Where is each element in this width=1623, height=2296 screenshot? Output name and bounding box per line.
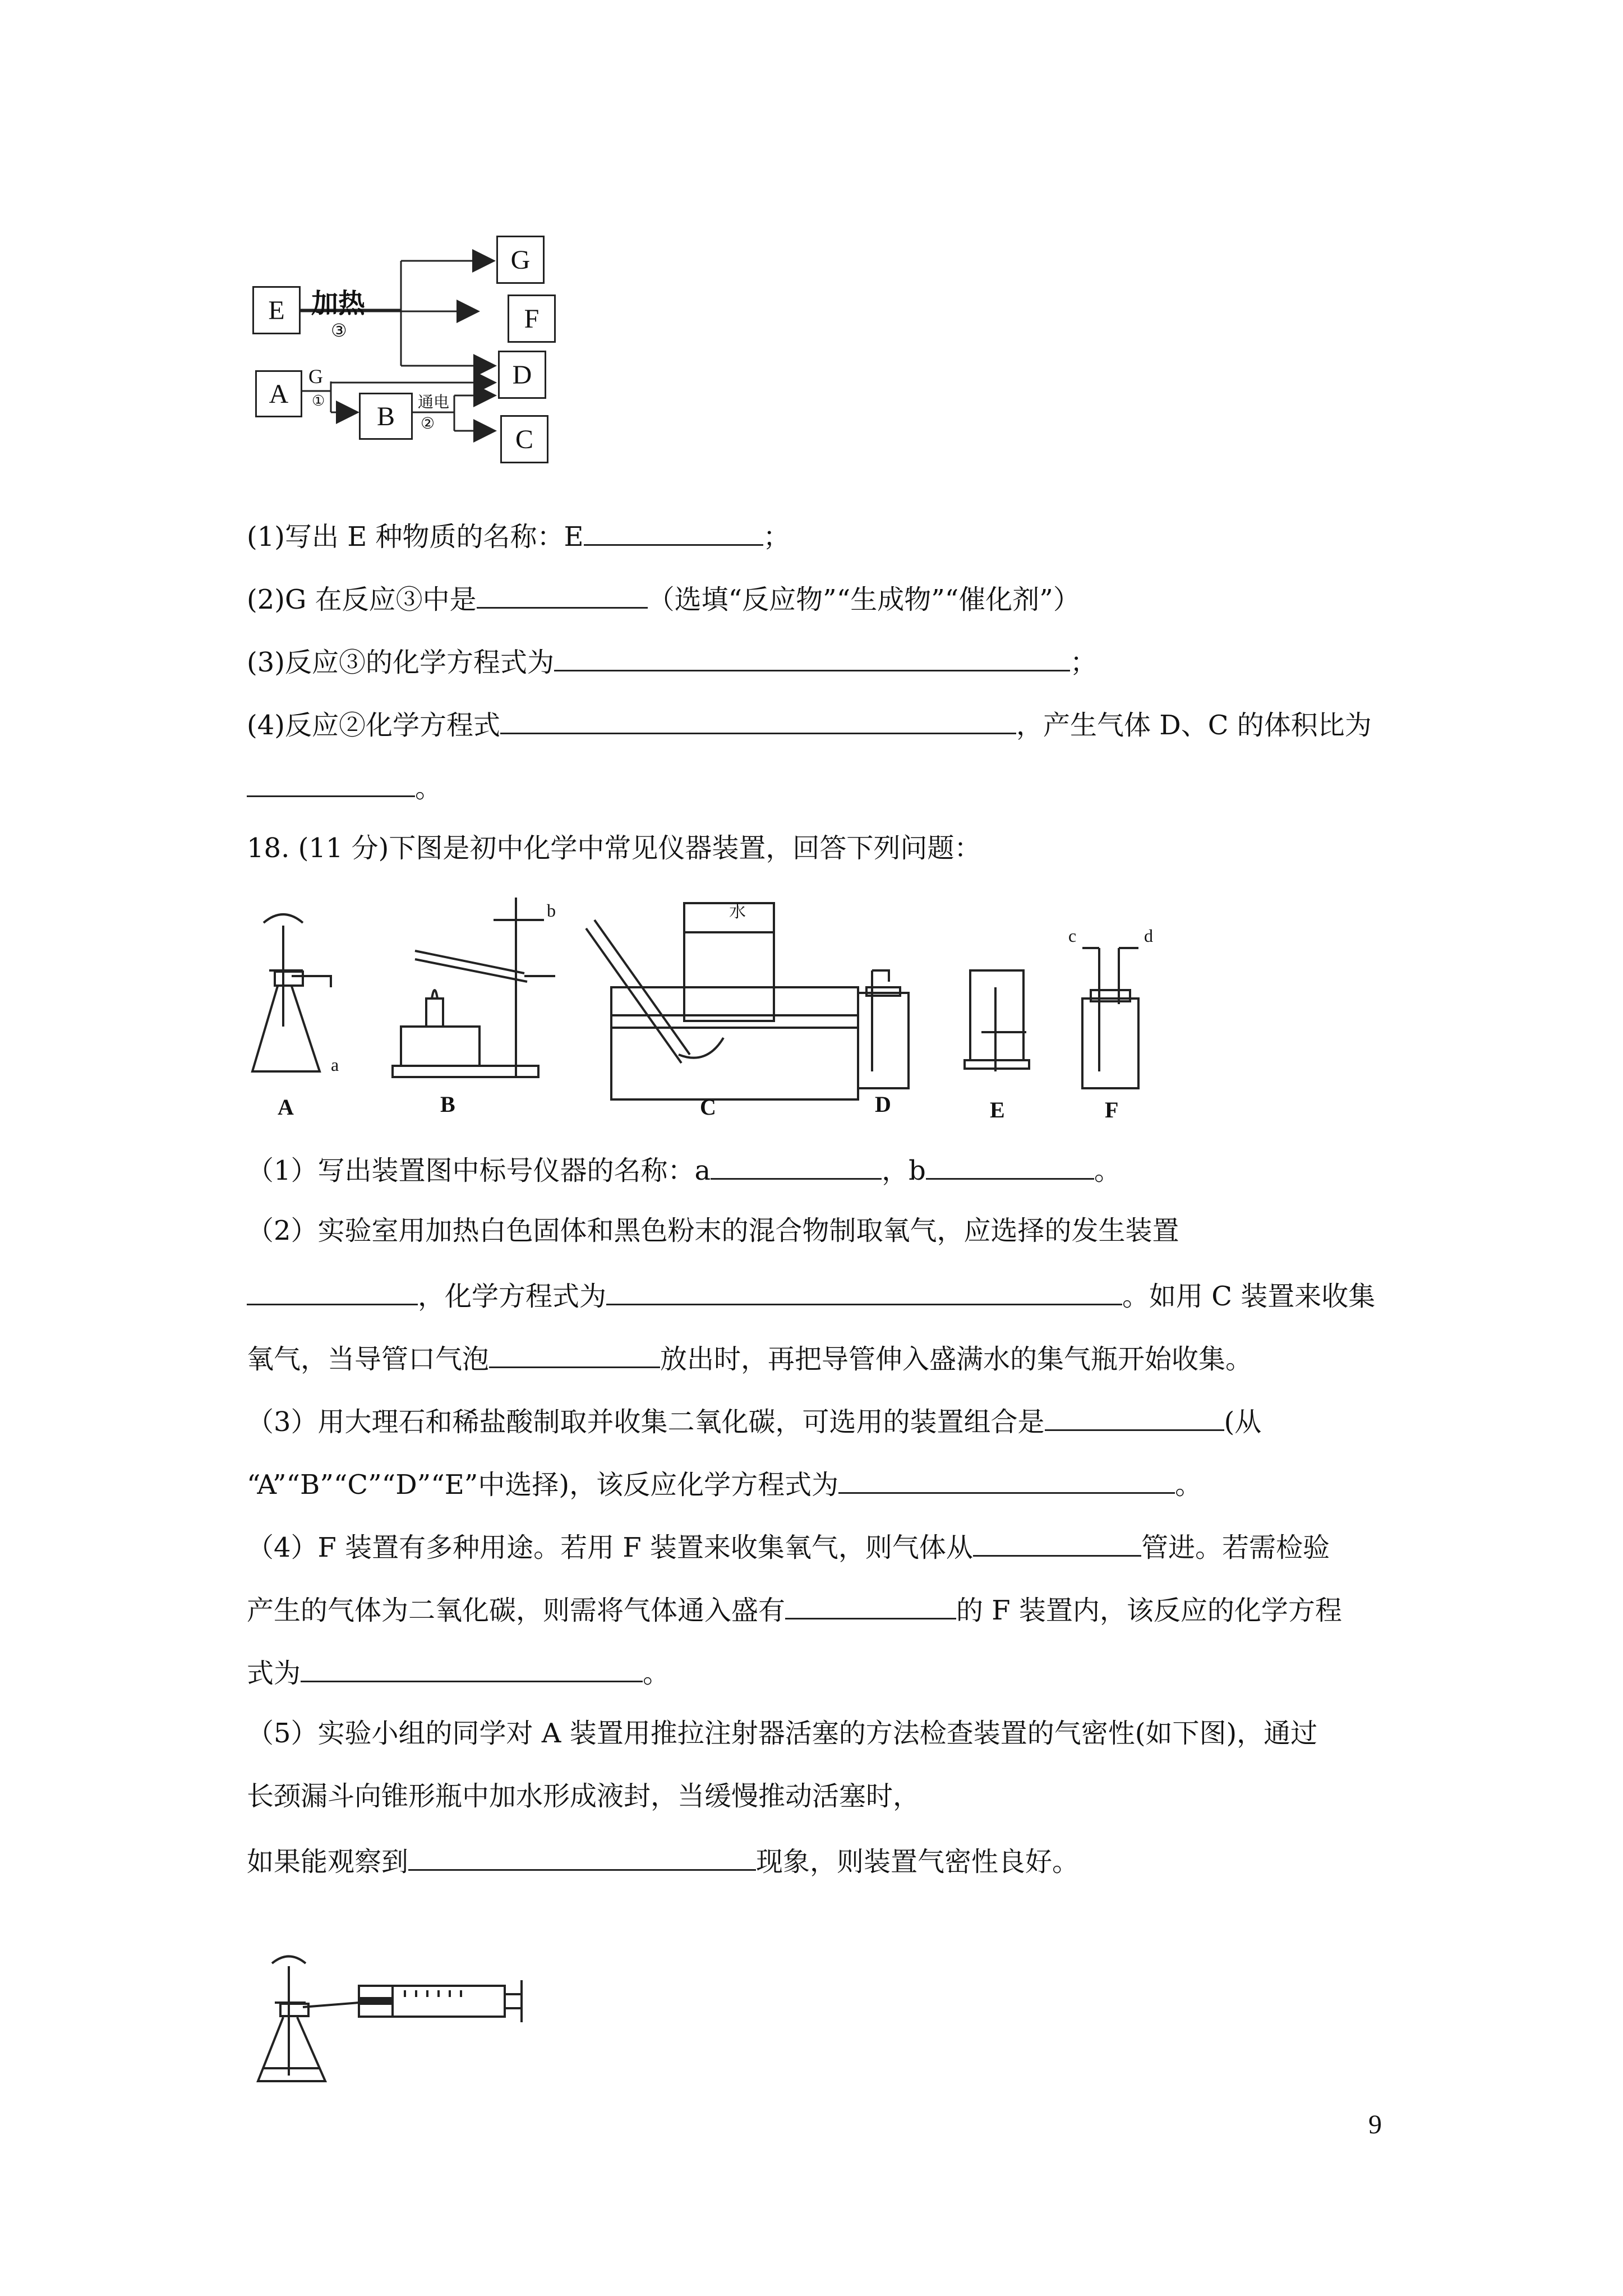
q17-part2	[247, 579, 1080, 618]
q18-part4-line2-text: 产生的气体为二氧化碳，则需将气体通入盛有	[247, 1595, 786, 1626]
q17-part1-text: (1)写出 E 种物质的名称：E	[247, 521, 584, 553]
q17-part1	[247, 516, 790, 555]
mark-a: a	[331, 1055, 339, 1075]
q18-part3-line1-end: (从	[1224, 1406, 1262, 1438]
q17-part3	[247, 642, 1097, 680]
box-d: D	[498, 351, 546, 399]
q18-part3-blank-equation[interactable]	[838, 1464, 1175, 1494]
q17-part4-ratio-blank[interactable]	[247, 767, 415, 797]
q18-part5-line2: 长颈漏斗向锥形瓶中加水形成液封，当缓慢推动活塞时，	[247, 1780, 920, 1812]
box-c: C	[500, 415, 548, 463]
q18-part2-end: 。如用 C 装置来收集	[1122, 1281, 1376, 1312]
q18-part2-line3	[247, 1338, 1252, 1377]
q17-part1-end: ；	[763, 521, 790, 553]
q17-part4-blank[interactable]	[500, 705, 1016, 734]
q18-part3-line2	[247, 1464, 1202, 1503]
mark-b: b	[547, 900, 556, 921]
q18-part4-line3-text: 式为	[247, 1658, 301, 1689]
label-g: G	[308, 365, 323, 388]
syringe-figure	[0, 1941, 1623, 2109]
q18-part4-line3-end: 。	[643, 1658, 670, 1689]
q18-part3-line1	[247, 1401, 1261, 1440]
apparatus-label-d: D	[875, 1092, 891, 1117]
apparatus-label-b: B	[440, 1092, 455, 1117]
apparatus-label-a: A	[278, 1094, 294, 1120]
q18-part2-line1: （2）实验室用加热白色固体和黑色粉末的混合物制取氧气，应选择的发生装置	[247, 1215, 1179, 1246]
page-number: 9	[1368, 2110, 1382, 2139]
q18-part1-end: 。	[1094, 1155, 1121, 1186]
q18-part2-mid: ，化学方程式为	[418, 1281, 607, 1312]
q17-part3-text: (3)反应③的化学方程式为	[247, 647, 554, 678]
q17-part4-end: ，产生气体 D、C 的体积比为	[1016, 710, 1372, 741]
q18-part4-blank-tube[interactable]	[973, 1527, 1141, 1557]
mark-water: 水	[729, 902, 746, 922]
q18-part1	[247, 1150, 1121, 1189]
q18-part4-text: （4）F 装置有多种用途。若用 F 装置来收集氧气，则气体从	[247, 1532, 973, 1563]
label-g-num: ①	[312, 393, 325, 409]
flow-arrows	[0, 0, 1623, 505]
q17-part4-line2	[247, 767, 442, 806]
q17-part4-line2-end: 。	[415, 772, 442, 804]
q18-part3-line2-end: 。	[1175, 1469, 1202, 1501]
q18-part2-blank-bubbles[interactable]	[489, 1338, 660, 1368]
q17-part2-end: （选填“反应物”“生成物”“催化剂”）	[647, 584, 1080, 615]
q18-part1-b: ，b	[882, 1155, 926, 1186]
apparatus-figure	[0, 886, 1623, 1144]
q18-part1-blank-a[interactable]	[711, 1150, 882, 1180]
q17-part2-text: (2)G 在反应③中是	[247, 584, 477, 615]
q17-part2-blank[interactable]	[477, 579, 648, 609]
q18-part5-line3	[247, 1841, 1079, 1880]
label-heat: 加热	[311, 288, 366, 319]
apparatus-label-f: F	[1105, 1097, 1119, 1122]
q18-part2-line3-start: 氧气，当导管口气泡	[247, 1343, 490, 1375]
q18-part3-line2-text: “A”“B”“C”“D”“E”中选择)，该反应化学方程式为	[247, 1469, 839, 1501]
q17-part1-blank[interactable]	[584, 516, 763, 546]
q18-part1-blank-b[interactable]	[926, 1150, 1094, 1180]
q18-part4-blank-reagent[interactable]	[785, 1590, 956, 1619]
q18-part4-line2	[247, 1590, 1342, 1628]
q18-part4-line1	[247, 1527, 1330, 1566]
q18-part2-blank-device[interactable]	[247, 1276, 418, 1305]
apparatus-label-e: E	[990, 1097, 1005, 1122]
q17-part3-end: ；	[1070, 647, 1098, 678]
q18-part2-line3-end: 放出时，再把导管伸入盛满水的集气瓶开始收集。	[660, 1343, 1253, 1375]
q18-part2-blank-equation[interactable]	[606, 1276, 1122, 1305]
q18-part4-line3	[247, 1653, 670, 1691]
q18-part4-blank-equation[interactable]	[301, 1653, 643, 1682]
q17-part3-blank[interactable]	[554, 642, 1070, 671]
q18-part4-line1-end: 管进。若需检验	[1141, 1532, 1330, 1563]
mark-d: d	[1144, 926, 1153, 946]
q18-part2-line2	[247, 1276, 1375, 1314]
q18-part5-line3-end: 现象，则装置气密性良好。	[756, 1846, 1080, 1878]
q18-part3-text: （3）用大理石和稀盐酸制取并收集二氧化碳，可选用的装置组合是	[247, 1406, 1045, 1438]
q17-part4-text: (4)反应②化学方程式	[247, 710, 500, 741]
label-electric: 通电	[418, 393, 450, 411]
q18-part3-blank-combo[interactable]	[1045, 1401, 1224, 1431]
q17-part4	[247, 705, 1372, 743]
box-g: G	[496, 236, 545, 284]
mark-c: c	[1068, 926, 1077, 946]
box-e: E	[252, 286, 301, 334]
q18-part5-line3-text: 如果能观察到	[247, 1846, 409, 1878]
q18-part4-line2-end: 的 F 装置内，该反应的化学方程	[956, 1595, 1342, 1626]
label-electric-num: ②	[421, 414, 435, 432]
q18-title: 18. (11 分)下图是初中化学中常见仪器装置，回答下列问题：	[247, 832, 981, 864]
label-heat-num: ③	[331, 320, 347, 341]
q18-part5-blank-phenomenon[interactable]	[408, 1841, 756, 1871]
box-a: A	[255, 370, 302, 417]
box-b: B	[359, 393, 413, 440]
q18-part1-text: （1）写出装置图中标号仪器的名称：a	[247, 1155, 711, 1186]
box-f: F	[508, 295, 556, 343]
apparatus-label-c: C	[700, 1094, 716, 1120]
q18-part5-line1: （5）实验小组的同学对 A 装置用推拉注射器活塞的方法检查装置的气密性(如下图)，通过	[247, 1718, 1318, 1749]
